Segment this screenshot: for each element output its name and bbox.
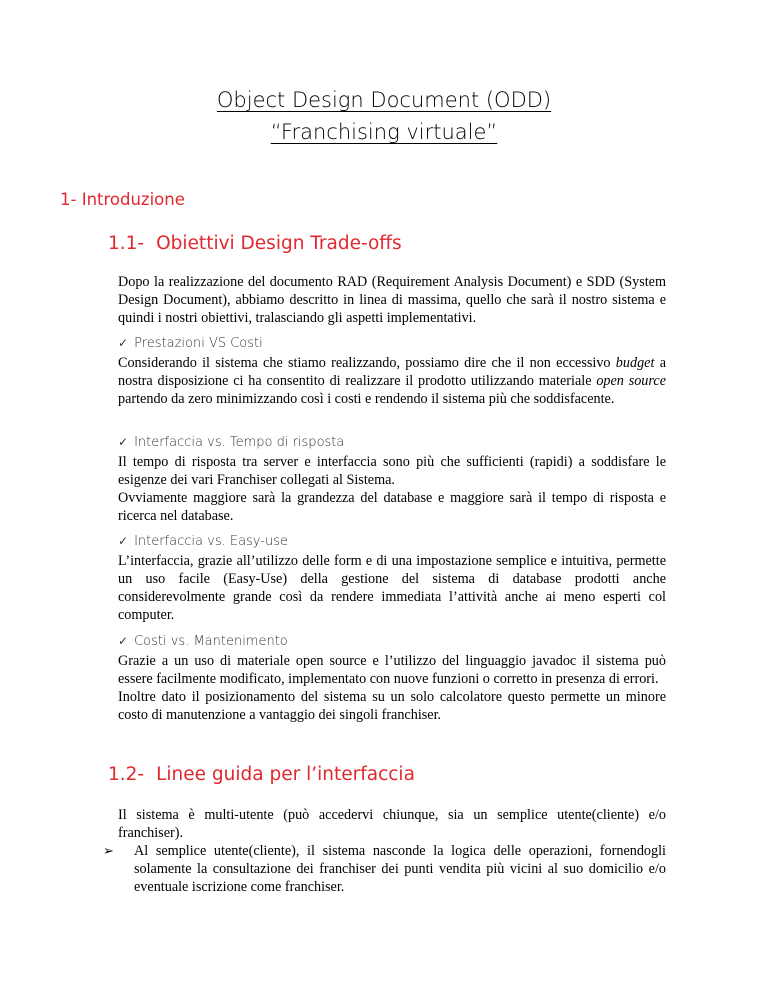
- text-run: Inoltre dato il posizionamento del sistema su un solo calcolatore questo permette un minore costo di manutenzione a vantaggio dei singoli franchiser.: [118, 689, 666, 723]
- subsection-heading-1-2: [108, 764, 415, 785]
- arrow-bullet-icon: ➢: [103, 843, 114, 858]
- tradeoff-paragraph: [118, 453, 666, 525]
- checkmark-icon: ✓: [118, 634, 129, 648]
- text-run: Considerando il sistema che stiamo realizzando, possiamo dire che il non eccessivo: [118, 355, 616, 371]
- section-heading-introduzione: 1- Introduzione: [60, 190, 185, 209]
- tradeoff-item-3: [118, 534, 288, 549]
- interface-intro-paragraph: Il sistema è multi-utente (può accedervi chiunque, sia un semplice utente(cliente) e/o franchiser).: [118, 807, 666, 841]
- tradeoff-label: Interfaccia vs. Easy-use: [134, 534, 288, 549]
- checkmark-icon: ✓: [118, 534, 129, 548]
- intro-paragraph: Dopo la realizzazione del documento RAD (Requirement Analysis Document) e SDD (System Design Document), abbiamo descritto in linea di massima, quello che sarà il nostro sistema e quindi i nostri obiettivi, tralasciando gli aspetti implementativi.: [118, 274, 666, 326]
- interface-bullet: [103, 842, 666, 896]
- document-title: [0, 84, 768, 148]
- title-line-1: Object Design Document (ODD): [216, 88, 552, 112]
- bullet-text: Al semplice utente(cliente), il sistema nasconde la logica delle operazioni, fornendogli solamente la consultazione dei franchiser dei punti vendita più vicini al suo domicilio e/o eventuale iscrizione come franchiser.: [134, 843, 666, 895]
- tradeoff-label: Prestazioni VS Costi: [134, 336, 263, 351]
- tradeoff-label: Costi vs. Mantenimento: [134, 634, 288, 649]
- tradeoff-item-1: [118, 336, 263, 351]
- text-run: a nostra disposizione ci ha consentito di realizzare il prodotto utilizzando materiale: [118, 355, 666, 389]
- subsection-title: Linee guida per l’interfaccia: [156, 764, 415, 785]
- checkmark-icon: ✓: [118, 435, 129, 449]
- text-run: Grazie a un uso di materiale open source e l’utilizzo del linguaggio javadoc il sistema può essere facilmente modificato, implementato con nuove funzioni o corretto in presenza di errori.: [118, 653, 666, 687]
- subsection-heading-1-1: [108, 233, 402, 254]
- subsection-title: Obiettivi Design Trade-offs: [156, 233, 402, 254]
- emphasis-budget: budget: [615, 355, 655, 371]
- tradeoff-paragraph: [118, 354, 666, 408]
- text-run: Il tempo di risposta tra server e interfaccia sono più che sufficienti (rapidi) a soddisfare le esigenze dei vari Franchiser collegati al Sistema.: [118, 454, 666, 488]
- tradeoff-item-4: [118, 634, 288, 649]
- checkmark-icon: ✓: [118, 336, 129, 350]
- text-run: partendo da zero minimizzando così i costi e rendendo il sistema più che soddisfacente.: [118, 391, 615, 407]
- tradeoff-paragraph: L’interfaccia, grazie all’utilizzo delle form e di una impostazione semplice e intuitiva, permette un uso facile (Easy-Use) della gestione del sistema di database prodotti anche considerevolmente grande così da rendere immediata l’attività anche ai meno esperti col computer.: [118, 553, 666, 623]
- title-line-2: “Franchising virtuale”: [270, 120, 498, 144]
- tradeoff-paragraph: [118, 652, 666, 724]
- tradeoff-label: Interfaccia vs. Tempo di risposta: [134, 435, 345, 450]
- text-run: Ovviamente maggiore sarà la grandezza del database e maggiore sarà il tempo di risposta e ricerca nel database.: [118, 490, 666, 524]
- subsection-number: 1.2-: [108, 764, 145, 785]
- emphasis-open-source: open source: [596, 373, 666, 389]
- subsection-number: 1.1-: [108, 233, 145, 254]
- tradeoff-item-2: [118, 435, 344, 450]
